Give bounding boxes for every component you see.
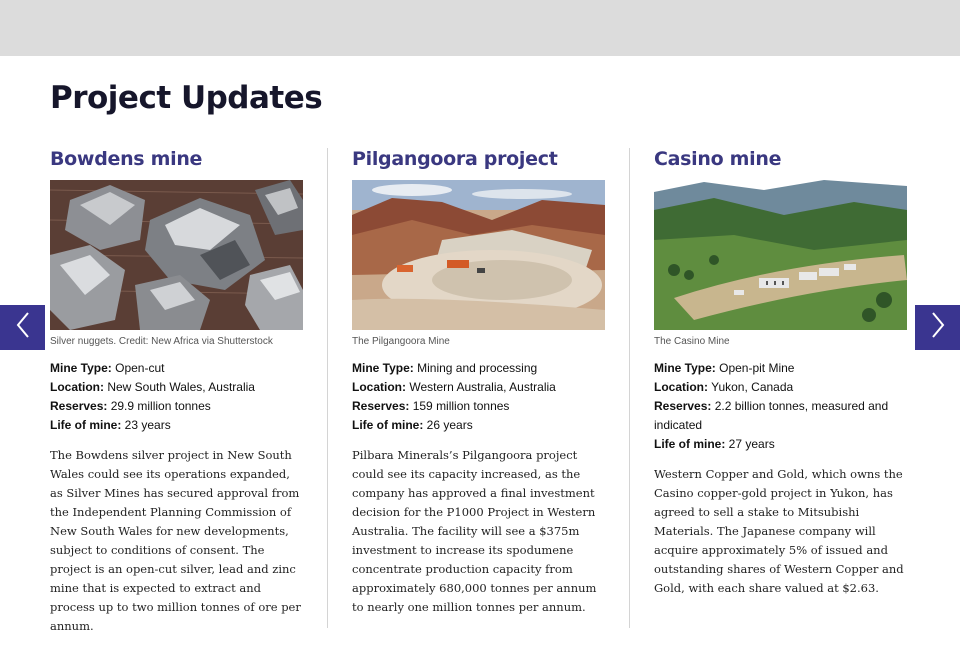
image-caption: The Pilgangoora Mine [352,336,450,347]
image-caption: Silver nuggets. Credit: New Africa via Shutterstock [50,336,273,347]
page-title: Project Updates [50,80,323,116]
card-title[interactable]: Pilgangoora project [352,148,558,170]
column-divider [327,148,328,628]
chevron-right-icon [929,311,947,344]
casino-mine-image [654,180,907,330]
project-card-casino [654,148,908,598]
card-description: Western Copper and Gold, which owns the Casino copper-gold project in Yukon, has agreed to sell a stake to Mitsubishi Materials. The Japanese company will acquire approximately 5% of issued and outstanding shares of Western Copper and Gold, with each share valued at $2.63. [654,467,904,595]
card-description: The Bowdens silver project in New South Wales could see its operations expanded, as Silver Mines has secured approval from the Independent Planning Commission of New South Wales for new developments, subject to conditions of consent. The project is an open-cut silver, lead and zinc mine that is expected to extract and process up to two million tonnes of ore per annum. [50,448,301,633]
spec-mine-type: Mine Type: Open-pit Mine [654,361,795,375]
card-title[interactable]: Casino mine [654,148,782,170]
card-description: Pilbara Minerals’s Pilgangoora project could see its capacity increased, as the company has approved a final investment decision for the P1000 Project in Western Australia. The facility will see a $375m investment to increase its spodumene concentrate production capacity from approximately 680,000 tonnes per annum to nearly one million tonnes per annum. [352,448,597,614]
spec-life-of-mine: Life of mine: 26 years [352,418,473,432]
project-card-bowdens [50,148,304,636]
spec-life-of-mine: Life of mine: 27 years [654,437,775,451]
spec-mine-type: Mine Type: Mining and processing [352,361,538,375]
card-title[interactable]: Bowdens mine [50,148,203,170]
carousel-prev-button[interactable] [0,305,45,350]
spec-mine-type: Mine Type: Open-cut [50,361,165,375]
spec-location: Location: New South Wales, Australia [50,380,255,394]
spec-life-of-mine: Life of mine: 23 years [50,418,171,432]
spec-reserves: Reserves: 2.2 billion tonnes, measured and indicated [654,399,889,432]
chevron-left-icon [14,311,32,344]
carousel-next-button[interactable] [915,305,960,350]
spec-location: Location: Yukon, Canada [654,380,794,394]
spec-list [654,359,908,454]
column-divider [629,148,630,628]
spec-list [352,359,606,435]
top-bar [0,0,960,56]
silver-nuggets-image [50,180,303,330]
project-card-pilgangoora [352,148,606,617]
spec-location: Location: Western Australia, Australia [352,380,556,394]
spec-reserves: Reserves: 159 million tonnes [352,399,510,413]
image-caption: The Casino Mine [654,336,730,347]
spec-reserves: Reserves: 29.9 million tonnes [50,399,211,413]
pilgangoora-mine-image [352,180,605,330]
spec-list [50,359,304,435]
